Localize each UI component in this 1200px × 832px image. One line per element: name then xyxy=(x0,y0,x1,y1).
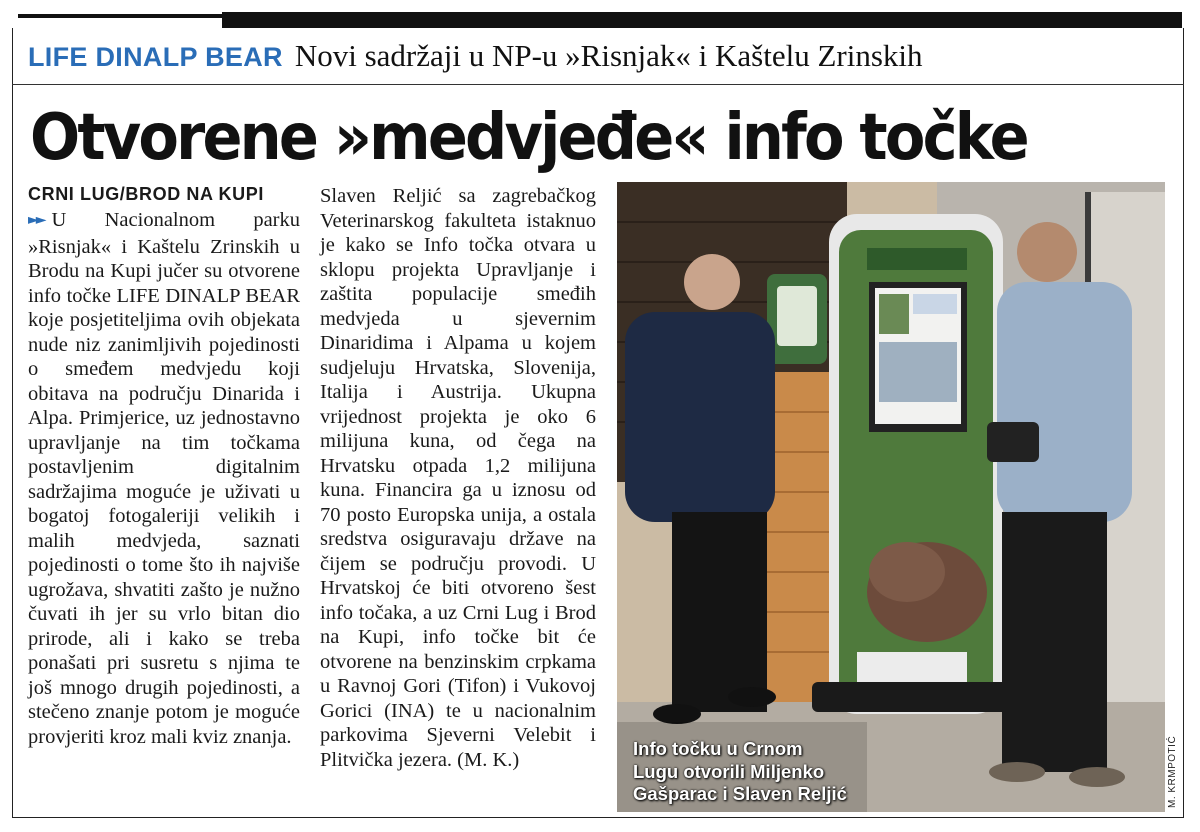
top-rule-thin xyxy=(18,14,223,18)
kicker-divider xyxy=(12,84,1184,85)
article-column-2 xyxy=(320,184,596,772)
kicker-row xyxy=(28,38,923,78)
column-1-text: U Nacionalnom parku »Risnjak« i Kaštelu Zrinskih u Brodu na Kupi jučer su otvorene info točke LIFE DINALP BEAR koje posjetiteljima ovih objekata nude niz zanimljivih pojedinosti o smeđem medvjedu koji obitava na području Dinarida i Alpa. Primjerice, uz jednostavno upravljanje na tim točkama postavljenim digitalnim sadržajima moguće je uživati u bogatoj fotogaleriji velikih i malih medvjeda, saznati pojedinosti o tome što ih najviše ugrožava, shvatiti zašto je nužno čuvati ih jer su vrlo bitan dio prirode, ali i kako se treba ponašati pri susretu s njima te još mnogo drugih pojedinosti, a stečeno znanje potom je moguće provjeriti kroz mali kviz znanja. xyxy=(28,209,300,748)
article-photo xyxy=(617,182,1165,812)
kicker-label: LIFE DINALP BEAR xyxy=(28,42,283,72)
photo-caption: Info točku u Crnom Lugu otvorili Miljenko Gašparac i Slaven Reljić xyxy=(633,738,847,804)
subheadline: Novi sadržaji u NP-u »Risnjak« i Kaštelu Zrinskih xyxy=(294,38,923,73)
section-label: CRNI LUG/BROD NA KUPI xyxy=(28,184,264,204)
headline: Otvorene »medvjeđe« info točke xyxy=(30,99,1027,174)
photo-illustration xyxy=(617,182,1165,812)
double-chevron-right-icon: ►► xyxy=(28,212,44,228)
column-2-text: Slaven Reljić sa zagrebačkog Veterinarskog fakulteta istaknuo je kako se Info točka otvara u sklopu projekta Upravljanje i zaštita populacije smeđih medvjeda u sjevernim Dinaridima i Alpama u kojem sudjeluju Hrvatska, Slovenija, Italija i Austrija. Ukupna vrijednost projekta je oko 6 milijuna kuna, od čega na Hrvatsku otpada 1,2 milijuna kuna. Financira ga u iznosu od 70 posto Europska unija, a ostala sredstva osiguravaju države na čijem se području provodi. U Hrvatskoj će biti otvoreno šest info točaka, a uz Crni Lug i Brod na Kupi, info točke bit će otvorene na benzinskim crpkama u Ravnoj Gori (Tifon) i Vukovoj Gorici (INA) te u nacionalnim parkovima Sjeverni Velebit i Plitvička jezera. (M. K.) xyxy=(320,185,596,771)
top-rule-thick xyxy=(222,12,1182,28)
article-column-1 xyxy=(28,182,300,749)
photo-credit: M. KRMPOTIĆ xyxy=(1167,735,1178,808)
column-1-body xyxy=(28,208,300,749)
